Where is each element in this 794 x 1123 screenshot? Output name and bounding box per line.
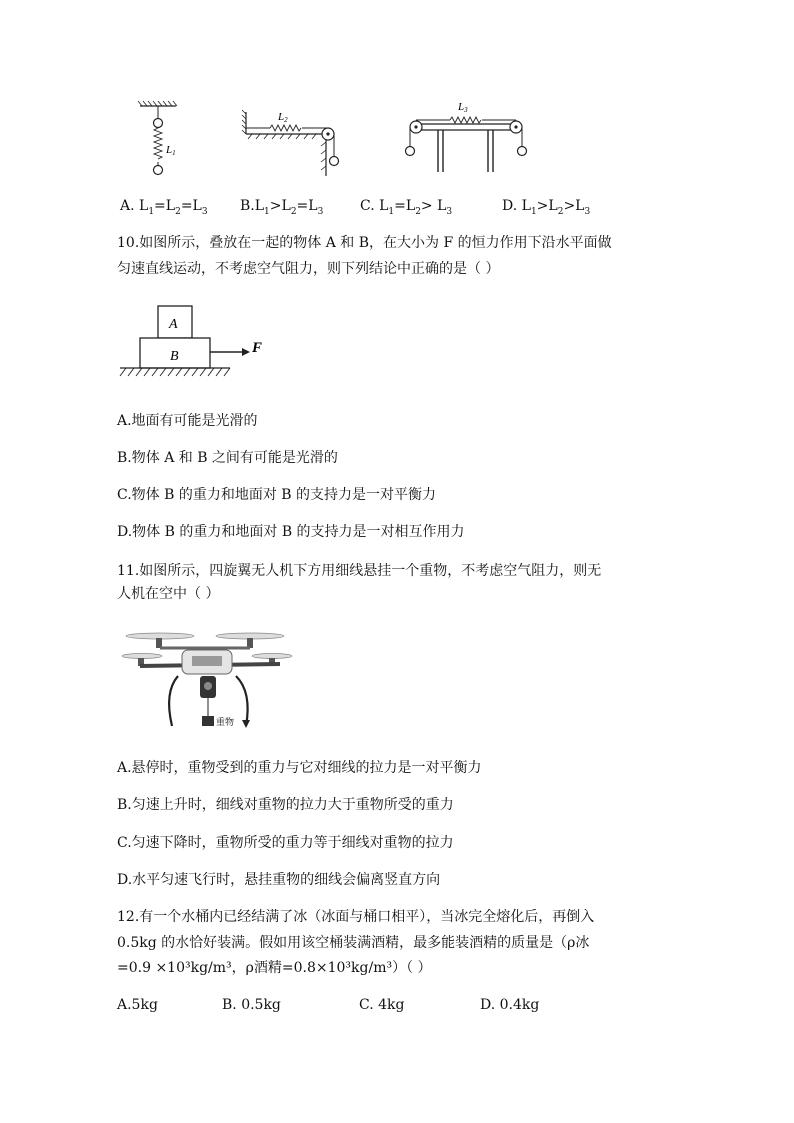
q11-option-d: D.水平匀速飞行时，悬挂重物的细线会偏离竖直方向 <box>117 872 441 888</box>
ground-hatch <box>120 368 230 376</box>
q9-option-c: C. $L_1=L_2> L_3$ <box>360 198 453 217</box>
weight-block <box>202 716 214 726</box>
q9-spring-figures <box>120 98 540 180</box>
q11-drone-figure <box>120 630 300 734</box>
q10-stem-line1: 10.如图所示，叠放在一起的物体 A 和 B，在大小为 F 的恒力作用下沿水平面做 <box>117 235 612 251</box>
rotor-icon <box>252 654 292 659</box>
q11-stem-line2: 人机在空中（ ） <box>117 586 220 602</box>
q12-option-b: B. 0.5kg <box>222 997 281 1013</box>
figure-3-table-spring <box>406 101 527 172</box>
block-a-label: A <box>169 317 178 332</box>
q12-stem-line2: 0.5kg 的水恰好装满。假如用该空桶装满酒精，最多能装酒精的质量是（ρ冰 <box>117 935 590 951</box>
q9-option-b: $B.L_1>L_2=L_3$ <box>240 198 324 217</box>
q11-option-c: C.匀速下降时，重物所受的重力等于细线对重物的拉力 <box>117 835 454 851</box>
q9-option-d: D. $L_1>L_2>L_3$ <box>502 198 591 217</box>
force-arrowhead <box>242 348 250 356</box>
q12-option-d: D. 0.4kg <box>480 997 540 1013</box>
q10-option-b: B.物体 A 和 B 之间有可能是光滑的 <box>117 450 338 466</box>
figure-2-horizontal-spring <box>242 110 339 176</box>
q11-stem-line1: 11.如图所示，四旋翼无人机下方用细线悬挂一个重物，不考虑空气阻力，则无 <box>117 563 602 579</box>
q11-option-a: A.悬停时，重物受到的重力与它对细线的拉力是一对平衡力 <box>117 760 482 776</box>
block-b-label: B <box>170 349 179 364</box>
label-l1: L1 <box>166 144 176 157</box>
q10-option-c: C.物体 B 的重力和地面对 B 的支持力是一对平衡力 <box>117 487 437 503</box>
rotor-icon <box>122 654 162 659</box>
q12-stem-line3: =0.9 ×10³kg/m³，ρ酒精=0.8×10³kg/m³）（ ） <box>117 960 432 976</box>
q10-blocks-figure <box>118 300 278 382</box>
q12-option-c: C. 4kg <box>359 997 405 1013</box>
label-l2: L2 <box>278 111 288 124</box>
q10-option-d: D.物体 B 的重力和地面对 B 的支持力是一对相互作用力 <box>117 524 465 540</box>
q12-stem-line1: 12.有一个水桶内已经结满了冰（冰面与桶口相平），当冰完全熔化后，再倒入 <box>117 909 595 925</box>
figure-1-vertical-spring <box>138 101 177 175</box>
weight-label: 重物 <box>216 717 235 727</box>
q11-option-b: B.匀速上升时，细线对重物的拉力大于重物所受的重力 <box>117 797 454 813</box>
label-l3: L3 <box>458 101 468 114</box>
q9-option-a: A. $L_1=L_2=L_3$ <box>120 198 208 217</box>
force-label: F <box>252 340 263 356</box>
q10-option-a: A.地面有可能是光滑的 <box>117 413 258 429</box>
q10-stem-line2: 匀速直线运动，不考虑空气阻力，则下列结论中正确的是（ ） <box>117 261 500 277</box>
q12-option-a: A.5kg <box>117 997 158 1013</box>
